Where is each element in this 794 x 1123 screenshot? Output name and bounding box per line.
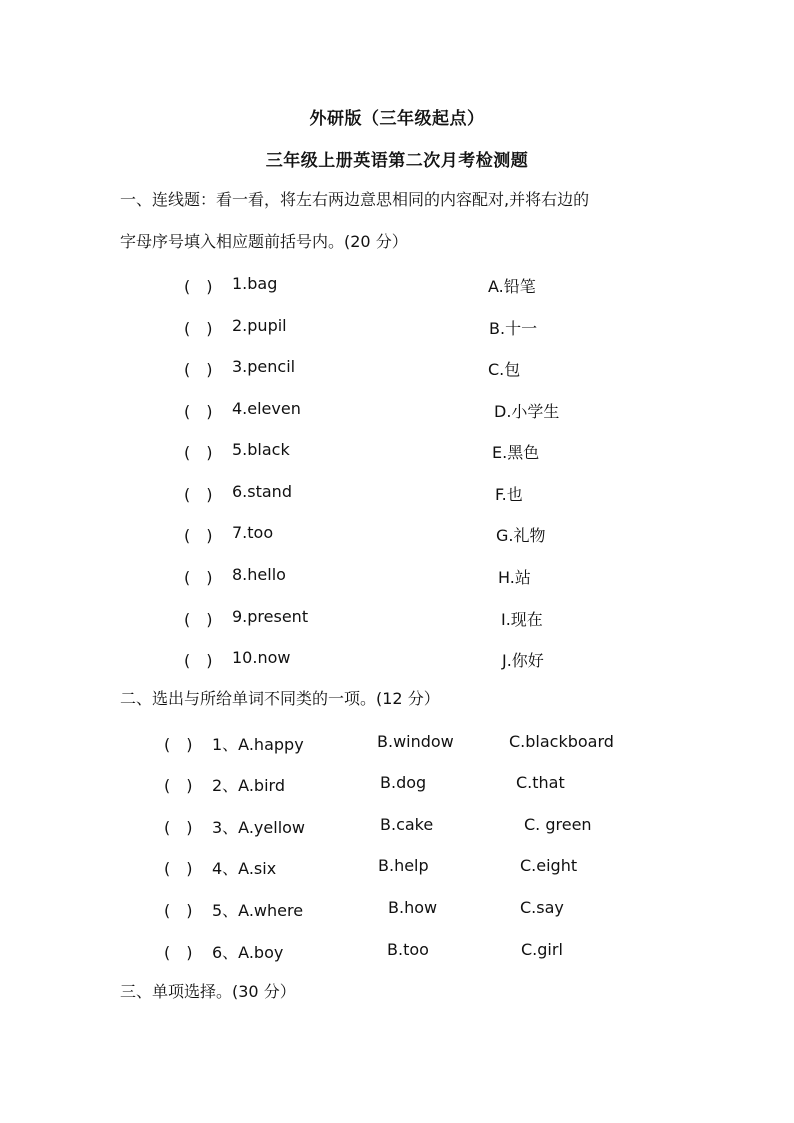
english-word: 5.black bbox=[232, 440, 290, 459]
matching-row bbox=[184, 357, 704, 379]
section2-heading: 二、选出与所给单词不同类的一项。(12 分） bbox=[120, 689, 440, 708]
choice-row bbox=[164, 856, 684, 878]
english-word: 9.present bbox=[232, 607, 309, 626]
section1-heading-line2: 字母序号填入相应题前括号内。(20 分） bbox=[120, 232, 408, 251]
answer-blank: ( ) bbox=[184, 319, 213, 338]
matching-row bbox=[184, 523, 704, 545]
english-word: 6.stand bbox=[232, 482, 292, 501]
answer-blank: ( ) bbox=[184, 568, 213, 587]
answer-blank: ( ) bbox=[184, 360, 213, 379]
choice-row bbox=[164, 773, 684, 795]
choice-row bbox=[164, 815, 684, 837]
answer-blank: ( ) bbox=[164, 818, 193, 837]
chinese-meaning: A.铅笔 bbox=[488, 277, 536, 296]
matching-row bbox=[184, 607, 704, 629]
english-word: 7.too bbox=[232, 523, 274, 542]
matching-row bbox=[184, 316, 704, 338]
chinese-meaning: C.包 bbox=[488, 360, 521, 379]
option-c: C.girl bbox=[521, 940, 563, 959]
chinese-meaning: I.现在 bbox=[501, 610, 543, 629]
choice-row bbox=[164, 940, 684, 962]
chinese-meaning: J.你好 bbox=[502, 651, 544, 670]
exam-publisher-title: 外研版（三年级起点） bbox=[309, 109, 485, 129]
answer-blank: ( ) bbox=[164, 859, 193, 878]
english-word: 1.bag bbox=[232, 274, 278, 293]
english-word: 2.pupil bbox=[232, 316, 287, 335]
choice-row bbox=[164, 898, 684, 920]
option-b: B.help bbox=[378, 856, 429, 875]
chinese-meaning: F.也 bbox=[495, 485, 523, 504]
option-a: 5、A.where bbox=[212, 901, 304, 920]
matching-row bbox=[184, 565, 704, 587]
chinese-meaning: B.十一 bbox=[489, 319, 538, 338]
english-word: 3.pencil bbox=[232, 357, 296, 376]
choice-row bbox=[164, 732, 684, 754]
answer-blank: ( ) bbox=[184, 443, 213, 462]
option-c: C.say bbox=[520, 898, 564, 917]
option-b: B.cake bbox=[380, 815, 434, 834]
option-b: B.too bbox=[387, 940, 429, 959]
answer-blank: ( ) bbox=[184, 651, 213, 670]
section1-heading-line1: 一、连线题：看一看，将左右两边意思相同的内容配对,并将右边的 bbox=[120, 190, 590, 209]
option-a: 1、A.happy bbox=[212, 735, 304, 754]
option-b: B.dog bbox=[380, 773, 427, 792]
option-c: C. green bbox=[524, 815, 592, 834]
matching-row bbox=[184, 274, 704, 296]
matching-row bbox=[184, 648, 704, 670]
option-b: B.how bbox=[388, 898, 438, 917]
answer-blank: ( ) bbox=[164, 776, 193, 795]
answer-blank: ( ) bbox=[164, 735, 193, 754]
option-c: C.blackboard bbox=[509, 732, 614, 751]
option-b: B.window bbox=[377, 732, 454, 751]
chinese-meaning: H.站 bbox=[498, 568, 531, 587]
answer-blank: ( ) bbox=[184, 610, 213, 629]
answer-blank: ( ) bbox=[184, 485, 213, 504]
option-a: 6、A.boy bbox=[212, 943, 284, 962]
english-word: 8.hello bbox=[232, 565, 286, 584]
answer-blank: ( ) bbox=[164, 901, 193, 920]
answer-blank: ( ) bbox=[184, 526, 213, 545]
english-word: 4.eleven bbox=[232, 399, 301, 418]
option-c: C.that bbox=[516, 773, 565, 792]
chinese-meaning: E.黑色 bbox=[492, 443, 540, 462]
option-c: C.eight bbox=[520, 856, 578, 875]
matching-row bbox=[184, 440, 704, 462]
matching-row bbox=[184, 482, 704, 504]
option-a: 4、A.six bbox=[212, 859, 277, 878]
option-a: 2、A.bird bbox=[212, 776, 285, 795]
answer-blank: ( ) bbox=[184, 277, 213, 296]
option-a: 3、A.yellow bbox=[212, 818, 306, 837]
english-word: 10.now bbox=[232, 648, 291, 667]
chinese-meaning: G.礼物 bbox=[496, 526, 546, 545]
answer-blank: ( ) bbox=[164, 943, 193, 962]
exam-title: 三年级上册英语第二次月考检测题 bbox=[265, 151, 529, 171]
section3-heading: 三、单项选择。(30 分） bbox=[120, 982, 296, 1001]
answer-blank: ( ) bbox=[184, 402, 213, 421]
matching-row bbox=[184, 399, 704, 421]
chinese-meaning: D.小学生 bbox=[494, 402, 560, 421]
